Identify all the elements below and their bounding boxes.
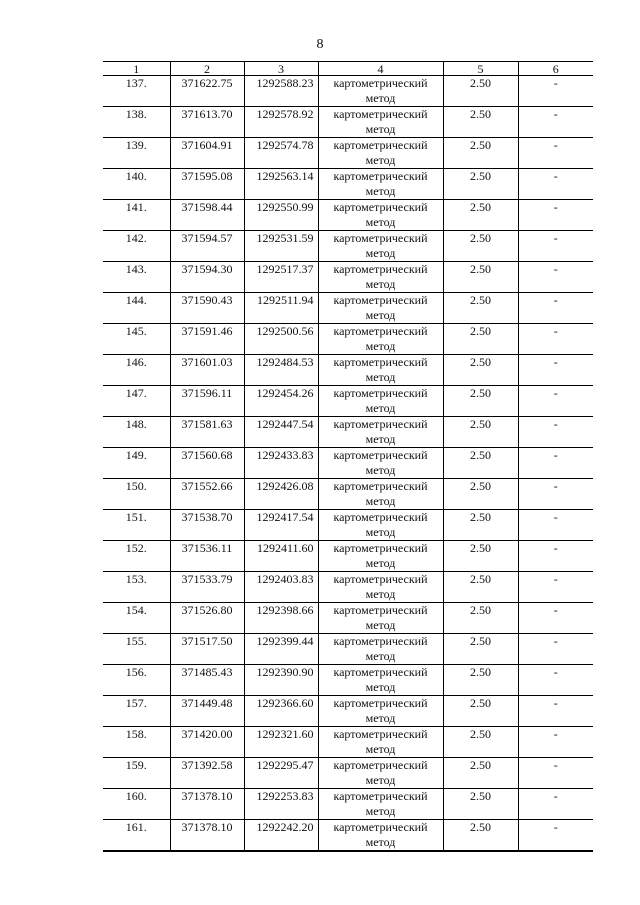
- method-cell: картометрический метод: [318, 386, 443, 417]
- x-coordinate-cell: 371552.66: [170, 479, 244, 510]
- y-coordinate-cell: 1292321.60: [244, 727, 318, 758]
- method-cell: картометрический метод: [318, 417, 443, 448]
- page-number: 8: [316, 37, 324, 52]
- error-cell: 2.50: [443, 758, 518, 789]
- table-row: [103, 758, 593, 789]
- y-coordinate-cell: 1292433.83: [244, 448, 318, 479]
- error-cell: 2.50: [443, 417, 518, 448]
- y-coordinate-cell: 1292500.56: [244, 324, 318, 355]
- table-row: [103, 510, 593, 541]
- note-cell: -: [518, 541, 593, 572]
- y-coordinate-cell: 1292398.66: [244, 603, 318, 634]
- method-cell: картометрический метод: [318, 696, 443, 727]
- table-row: [103, 820, 593, 852]
- note-cell: -: [518, 200, 593, 231]
- table-row: [103, 386, 593, 417]
- point-number-cell: 157.: [103, 696, 170, 727]
- table-row: [103, 789, 593, 820]
- y-coordinate-cell: 1292550.99: [244, 200, 318, 231]
- note-cell: -: [518, 727, 593, 758]
- method-cell: картометрический метод: [318, 293, 443, 324]
- y-coordinate-cell: 1292531.59: [244, 231, 318, 262]
- table-row: [103, 231, 593, 262]
- table-row: [103, 169, 593, 200]
- table-row: [103, 324, 593, 355]
- error-cell: 2.50: [443, 572, 518, 603]
- x-coordinate-cell: 371536.11: [170, 541, 244, 572]
- point-number-cell: 147.: [103, 386, 170, 417]
- x-coordinate-cell: 371595.08: [170, 169, 244, 200]
- y-coordinate-cell: 1292403.83: [244, 572, 318, 603]
- table-row: [103, 355, 593, 386]
- note-cell: -: [518, 107, 593, 138]
- method-cell: картометрический метод: [318, 479, 443, 510]
- error-cell: 2.50: [443, 355, 518, 386]
- note-cell: -: [518, 355, 593, 386]
- x-coordinate-cell: 371392.58: [170, 758, 244, 789]
- method-cell: картометрический метод: [318, 634, 443, 665]
- error-cell: 2.50: [443, 541, 518, 572]
- column-header: 1: [103, 62, 170, 76]
- x-coordinate-cell: 371538.70: [170, 510, 244, 541]
- y-coordinate-cell: 1292390.90: [244, 665, 318, 696]
- point-number-cell: 144.: [103, 293, 170, 324]
- table-row: [103, 665, 593, 696]
- note-cell: -: [518, 634, 593, 665]
- method-cell: картометрический метод: [318, 572, 443, 603]
- note-cell: -: [518, 510, 593, 541]
- table-row: [103, 448, 593, 479]
- method-cell: картометрический метод: [318, 603, 443, 634]
- x-coordinate-cell: 371378.10: [170, 789, 244, 820]
- table-row: [103, 293, 593, 324]
- error-cell: 2.50: [443, 231, 518, 262]
- y-coordinate-cell: 1292511.94: [244, 293, 318, 324]
- point-number-cell: 150.: [103, 479, 170, 510]
- point-number-cell: 146.: [103, 355, 170, 386]
- error-cell: 2.50: [443, 169, 518, 200]
- note-cell: -: [518, 386, 593, 417]
- y-coordinate-cell: 1292399.44: [244, 634, 318, 665]
- method-cell: картометрический метод: [318, 262, 443, 293]
- method-cell: картометрический метод: [318, 200, 443, 231]
- x-coordinate-cell: 371590.43: [170, 293, 244, 324]
- table-row: [103, 200, 593, 231]
- x-coordinate-cell: 371526.80: [170, 603, 244, 634]
- note-cell: -: [518, 138, 593, 169]
- y-coordinate-cell: 1292426.08: [244, 479, 318, 510]
- y-coordinate-cell: 1292417.54: [244, 510, 318, 541]
- error-cell: 2.50: [443, 696, 518, 727]
- column-header: 6: [518, 62, 593, 76]
- note-cell: -: [518, 262, 593, 293]
- table-row: [103, 76, 593, 107]
- table-row: [103, 262, 593, 293]
- column-header: 4: [318, 62, 443, 76]
- note-cell: -: [518, 76, 593, 107]
- table-row: [103, 727, 593, 758]
- method-cell: картометрический метод: [318, 324, 443, 355]
- coordinates-table: [103, 61, 593, 852]
- point-number-cell: 140.: [103, 169, 170, 200]
- x-coordinate-cell: 371622.75: [170, 76, 244, 107]
- note-cell: -: [518, 665, 593, 696]
- x-coordinate-cell: 371517.50: [170, 634, 244, 665]
- error-cell: 2.50: [443, 138, 518, 169]
- table-row: [103, 541, 593, 572]
- error-cell: 2.50: [443, 107, 518, 138]
- column-header: 2: [170, 62, 244, 76]
- point-number-cell: 139.: [103, 138, 170, 169]
- column-header: 5: [443, 62, 518, 76]
- note-cell: -: [518, 603, 593, 634]
- table-row: [103, 107, 593, 138]
- method-cell: картометрический метод: [318, 789, 443, 820]
- note-cell: -: [518, 479, 593, 510]
- y-coordinate-cell: 1292484.53: [244, 355, 318, 386]
- x-coordinate-cell: 371533.79: [170, 572, 244, 603]
- y-coordinate-cell: 1292366.60: [244, 696, 318, 727]
- point-number-cell: 161.: [103, 820, 170, 852]
- x-coordinate-cell: 371613.70: [170, 107, 244, 138]
- table-row: [103, 479, 593, 510]
- method-cell: картометрический метод: [318, 107, 443, 138]
- note-cell: -: [518, 789, 593, 820]
- point-number-cell: 149.: [103, 448, 170, 479]
- note-cell: -: [518, 169, 593, 200]
- point-number-cell: 151.: [103, 510, 170, 541]
- note-cell: -: [518, 448, 593, 479]
- table-row: [103, 138, 593, 169]
- point-number-cell: 141.: [103, 200, 170, 231]
- point-number-cell: 145.: [103, 324, 170, 355]
- x-coordinate-cell: 371449.48: [170, 696, 244, 727]
- table-row: [103, 603, 593, 634]
- error-cell: 2.50: [443, 789, 518, 820]
- note-cell: -: [518, 293, 593, 324]
- point-number-cell: 158.: [103, 727, 170, 758]
- method-cell: картометрический метод: [318, 665, 443, 696]
- table-row: [103, 696, 593, 727]
- point-number-cell: 138.: [103, 107, 170, 138]
- method-cell: картометрический метод: [318, 758, 443, 789]
- table-row: [103, 634, 593, 665]
- note-cell: -: [518, 820, 593, 852]
- x-coordinate-cell: 371594.30: [170, 262, 244, 293]
- point-number-cell: 159.: [103, 758, 170, 789]
- method-cell: картометрический метод: [318, 510, 443, 541]
- error-cell: 2.50: [443, 603, 518, 634]
- y-coordinate-cell: 1292242.20: [244, 820, 318, 852]
- x-coordinate-cell: 371594.57: [170, 231, 244, 262]
- y-coordinate-cell: 1292253.83: [244, 789, 318, 820]
- y-coordinate-cell: 1292447.54: [244, 417, 318, 448]
- point-number-cell: 155.: [103, 634, 170, 665]
- y-coordinate-cell: 1292517.37: [244, 262, 318, 293]
- y-coordinate-cell: 1292411.60: [244, 541, 318, 572]
- x-coordinate-cell: 371560.68: [170, 448, 244, 479]
- method-cell: картометрический метод: [318, 76, 443, 107]
- point-number-cell: 137.: [103, 76, 170, 107]
- x-coordinate-cell: 371601.03: [170, 355, 244, 386]
- error-cell: 2.50: [443, 665, 518, 696]
- error-cell: 2.50: [443, 386, 518, 417]
- error-cell: 2.50: [443, 727, 518, 758]
- point-number-cell: 142.: [103, 231, 170, 262]
- note-cell: -: [518, 417, 593, 448]
- y-coordinate-cell: 1292588.23: [244, 76, 318, 107]
- table-row: [103, 572, 593, 603]
- method-cell: картометрический метод: [318, 169, 443, 200]
- error-cell: 2.50: [443, 634, 518, 665]
- note-cell: -: [518, 758, 593, 789]
- error-cell: 2.50: [443, 448, 518, 479]
- note-cell: -: [518, 324, 593, 355]
- y-coordinate-cell: 1292574.78: [244, 138, 318, 169]
- error-cell: 2.50: [443, 479, 518, 510]
- error-cell: 2.50: [443, 262, 518, 293]
- method-cell: картометрический метод: [318, 231, 443, 262]
- x-coordinate-cell: 371596.11: [170, 386, 244, 417]
- point-number-cell: 156.: [103, 665, 170, 696]
- method-cell: картометрический метод: [318, 727, 443, 758]
- x-coordinate-cell: 371485.43: [170, 665, 244, 696]
- x-coordinate-cell: 371604.91: [170, 138, 244, 169]
- x-coordinate-cell: 371378.10: [170, 820, 244, 852]
- table-header-row: [103, 62, 593, 76]
- error-cell: 2.50: [443, 324, 518, 355]
- method-cell: картометрический метод: [318, 448, 443, 479]
- error-cell: 2.50: [443, 200, 518, 231]
- y-coordinate-cell: 1292578.92: [244, 107, 318, 138]
- method-cell: картометрический метод: [318, 541, 443, 572]
- point-number-cell: 152.: [103, 541, 170, 572]
- method-cell: картометрический метод: [318, 355, 443, 386]
- point-number-cell: 143.: [103, 262, 170, 293]
- method-cell: картометрический метод: [318, 138, 443, 169]
- point-number-cell: 154.: [103, 603, 170, 634]
- x-coordinate-cell: 371591.46: [170, 324, 244, 355]
- note-cell: -: [518, 696, 593, 727]
- point-number-cell: 148.: [103, 417, 170, 448]
- y-coordinate-cell: 1292563.14: [244, 169, 318, 200]
- y-coordinate-cell: 1292454.26: [244, 386, 318, 417]
- error-cell: 2.50: [443, 76, 518, 107]
- note-cell: -: [518, 231, 593, 262]
- error-cell: 2.50: [443, 820, 518, 852]
- column-header: 3: [244, 62, 318, 76]
- error-cell: 2.50: [443, 293, 518, 324]
- note-cell: -: [518, 572, 593, 603]
- y-coordinate-cell: 1292295.47: [244, 758, 318, 789]
- x-coordinate-cell: 371598.44: [170, 200, 244, 231]
- method-cell: картометрический метод: [318, 820, 443, 852]
- x-coordinate-cell: 371581.63: [170, 417, 244, 448]
- point-number-cell: 160.: [103, 789, 170, 820]
- point-number-cell: 153.: [103, 572, 170, 603]
- x-coordinate-cell: 371420.00: [170, 727, 244, 758]
- table-row: [103, 417, 593, 448]
- error-cell: 2.50: [443, 510, 518, 541]
